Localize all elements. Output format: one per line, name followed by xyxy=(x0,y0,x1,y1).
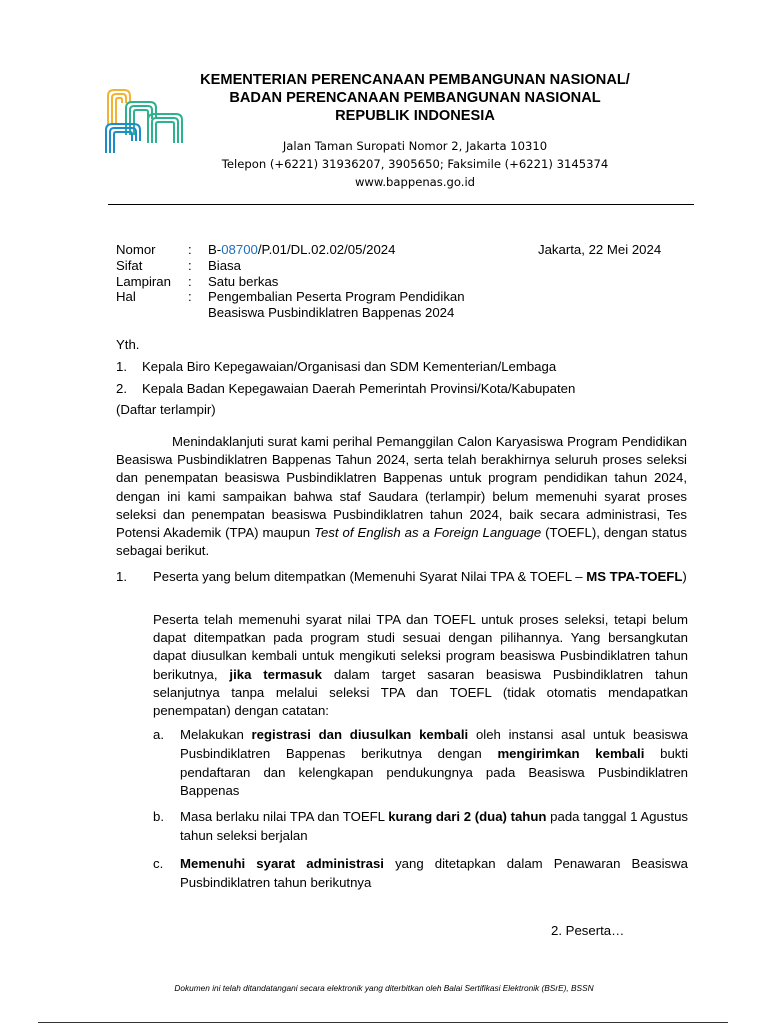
sub-item-text xyxy=(180,808,688,846)
intro-text-italic: Test of English as a Foreign Language xyxy=(314,525,542,541)
sub-bold: kurang dari 2 (dua) tahun xyxy=(388,809,547,824)
website[interactable]: www.bappenas.go.id xyxy=(354,175,476,189)
sub-item-text xyxy=(180,726,688,801)
nomor-prefix: B- xyxy=(208,242,222,257)
addressee-num: 2. xyxy=(116,381,127,396)
page-bottom-line xyxy=(38,1022,728,1023)
letterhead-divider xyxy=(108,204,694,205)
sub-item-num: a. xyxy=(153,727,164,742)
point1-body xyxy=(153,611,688,720)
addressee-text: Kepala Biro Kepegawaian/Organisasi dan SDM Kementerian/Lembaga xyxy=(142,359,557,374)
letterhead xyxy=(190,71,640,191)
esign-footer: Dokumen ini telah ditandatangani secara elektronik yang diterbitkan oleh Balai Sertifikasi Elektronik (BSrE), BSSN xyxy=(174,983,594,993)
sifat-label: Sifat xyxy=(116,257,143,273)
nomor-suffix: /P.01/DL.02.02/05/2024 xyxy=(257,242,396,257)
addressee-block xyxy=(116,334,696,419)
lampiran-label: Lampiran xyxy=(116,273,171,289)
point1-heading-text: Peserta yang belum ditempatkan (Memenuhi Syarat Nilai TPA & TOEFL – xyxy=(153,569,587,584)
colon: : xyxy=(188,289,192,305)
meta-sifat xyxy=(116,258,696,274)
logo-green-stripes-right xyxy=(148,114,182,142)
hal-value xyxy=(208,289,696,321)
point1-body-b: dalam target sasaran beasiswa Pusbindiklatren tahun selanjutnya tanpa melalui seleksi TPA dan TOEFL (tidak otomatis mendapatkan penempatan) dengan catatan: xyxy=(153,666,688,719)
colon: : xyxy=(188,257,192,273)
addressee-note: (Daftar terlampir) xyxy=(116,402,216,417)
colon: : xyxy=(188,242,192,257)
sub-item-text xyxy=(180,855,688,893)
ministry-title-line2: BADAN PERENCANAAN PEMBANGUNAN NASIONAL xyxy=(229,90,601,106)
addressee-item xyxy=(116,356,696,378)
logo-blue-stripes xyxy=(106,124,140,152)
sub-bold: Memenuhi syarat administrasi xyxy=(180,856,384,871)
sub-bold: mengirimkan kembali xyxy=(497,745,645,761)
phone-fax: Telepon (+6221) 31936207, 3905650; Faksimile (+6221) 3145374 xyxy=(221,157,609,171)
hal-label: Hal xyxy=(116,289,136,305)
sub-text: Masa berlaku nilai TPA dan TOEFL xyxy=(180,809,389,824)
bappenas-logo xyxy=(104,86,186,156)
sifat-value: Biasa xyxy=(208,257,241,273)
meta-lampiran xyxy=(116,274,696,290)
continuation-note: 2. Peserta… xyxy=(551,923,625,938)
sub-bold: registrasi dan diusulkan kembali xyxy=(251,727,469,742)
point1-heading-bold: MS TPA-TOEFL xyxy=(586,569,683,584)
colon: : xyxy=(188,273,192,289)
letter-date: Jakarta, 22 Mei 2024 xyxy=(538,242,662,257)
sub-item-a xyxy=(153,726,688,801)
hal-value-line1: Pengembalian Peserta Program Pendidikan xyxy=(208,289,465,305)
ministry-title-line1: KEMENTERIAN PERENCANAAN PEMBANGUNAN NASIONAL/ xyxy=(200,72,630,88)
addressee-item xyxy=(116,378,696,400)
sub-text: Melakukan xyxy=(180,727,252,742)
ministry-title-line3: REPUBLIK INDONESIA xyxy=(335,108,495,124)
point1-body-bold: jika termasuk xyxy=(229,666,322,682)
nomor-link[interactable]: 08700 xyxy=(221,242,258,257)
point1-heading xyxy=(153,567,688,587)
point1-body-a: Peserta telah memenuhi syarat nilai TPA dan TOEFL untuk proses seleksi, tetapi belum dapat ditempatkan pada program studi sesuai dengan pilihannya. Yang bersangkutan dapat diusulkan kembali untuk mengikuti seleksi program beasiswa Pusbindiklatren tahun berikutnya, xyxy=(153,612,688,682)
sub-item-num: c. xyxy=(153,856,164,871)
addressee-text: Kepala Badan Kepegawaian Daerah Pemerintah Provinsi/Kota/Kabupaten xyxy=(142,381,576,396)
sub-text: bukti pendaftaran dan kelengkapan pendukungnya pada Beasiswa Pusbindiklatren Bappenas xyxy=(180,745,688,799)
sub-item-num: b. xyxy=(153,809,164,824)
sub-item-c xyxy=(153,855,688,893)
sub-text: pada tanggal 1 Agustus tahun seleksi berjalan xyxy=(180,809,689,843)
intro-text-b: (TOEFL), dengan status sebagai berikut. xyxy=(116,525,687,559)
lampiran-value: Satu berkas xyxy=(208,273,279,289)
point1-heading-end: ) xyxy=(682,569,687,584)
sub-text: yang ditetapkan dalam Penawaran Beasiswa Pusbindiklatren tahun berikutnya xyxy=(180,856,688,890)
yth-label: Yth. xyxy=(116,337,140,352)
sub-item-b xyxy=(153,808,688,846)
nomor-label: Nomor xyxy=(116,242,156,257)
hal-value-line2: Beasiswa Pusbindiklatren Bappenas 2024 xyxy=(208,305,455,321)
addressee-num: 1. xyxy=(116,359,127,374)
point1-number: 1. xyxy=(116,569,127,584)
intro-paragraph xyxy=(116,433,687,560)
intro-text-a: Menindaklanjuti surat kami perihal Pemanggilan Calon Karyasiswa Program Pendidikan Beasiswa Pusbindiklatren Bappenas Tahun 2024, serta telah berakhirnya seluruh proses seleksi dan penempatan beasiswa Pusbindiklatren Bappenas untuk program pendidikan tahun 2024, dengan ini kami sampaikan bahwa staf Saudara (terlampir) belum memenuhi syarat proses seleksi dan penempatan beasiswa Pusbindiklatren tahun 2024, baik secara administrasi, Tes Potensi Akademik (TPA) maupun xyxy=(116,434,687,541)
meta-hal xyxy=(116,289,696,321)
sub-text: oleh instansi asal untuk beasiswa Pusbindiklatren Bappenas berikutnya dengan xyxy=(180,727,688,761)
address: Jalan Taman Suropati Nomor 2, Jakarta 10310 xyxy=(282,139,548,153)
